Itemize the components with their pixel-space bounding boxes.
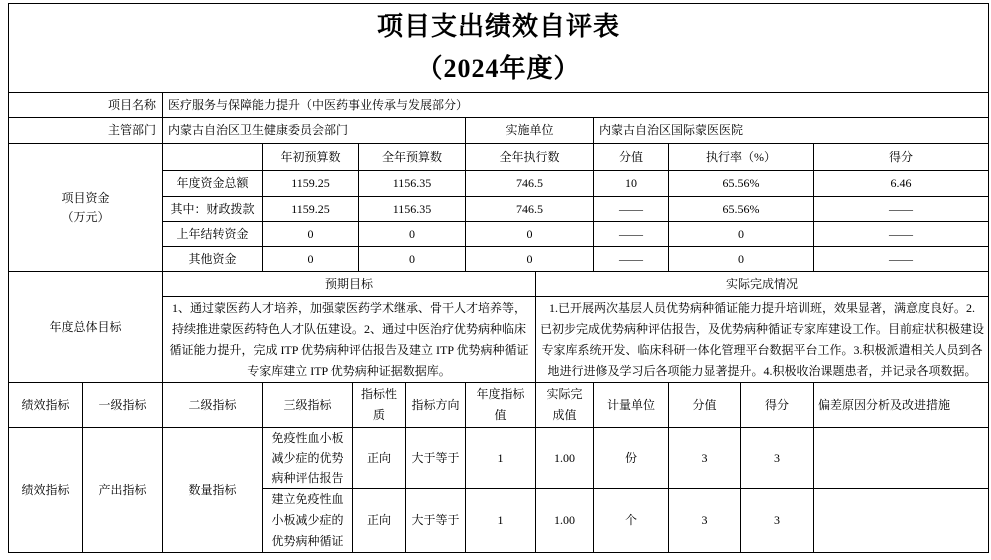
header-unit: 计量单位 [594, 383, 669, 428]
funds-row-label: 其中：财政拨款 [163, 197, 263, 222]
department-value: 内蒙古自治区卫生健康委员会部门 [163, 118, 466, 144]
execution-rate-cell: 65.56% [669, 197, 814, 222]
initial-budget-cell: 0 [263, 222, 359, 247]
header-actual-value: 实际完成值 [536, 383, 594, 428]
funds-header-corner [163, 144, 263, 171]
funds-label-unit: （万元） [61, 209, 110, 224]
annual-target: 1 [466, 489, 536, 553]
deviation-cell [814, 428, 989, 489]
indicator-direction: 大于等于 [406, 489, 466, 553]
annual-execution-cell: 746.5 [466, 197, 594, 222]
indicator-row [9, 428, 989, 489]
implementing-unit-value: 内蒙古自治区国际蒙医医院 [594, 118, 989, 144]
funds-label-text: 项目资金 [61, 190, 110, 205]
weight-cell: 10 [594, 171, 669, 197]
actual-value: 1.00 [536, 428, 594, 489]
actual-result-line: 地进行进修及学习后各项能力显著提升。4.积极收治课题患者，并记录各项数据。 [547, 363, 977, 378]
initial-budget-cell: 0 [263, 247, 359, 272]
department-row [9, 118, 989, 144]
level1-indicator: 产出指标 [83, 428, 163, 553]
goals-header-row [9, 272, 989, 297]
score: 3 [741, 428, 814, 489]
annual-budget-cell: 0 [359, 222, 466, 247]
project-name-value: 医疗服务与保障能力提升（中医药事业传承与发展部分） [163, 93, 989, 118]
performance-self-evaluation-table [8, 3, 989, 553]
execution-rate-header: 执行率（%） [669, 144, 814, 171]
indicator-nature: 正向 [353, 489, 406, 553]
execution-rate-cell: 65.56% [669, 171, 814, 197]
weight-cell: —— [594, 247, 669, 272]
score: 3 [741, 489, 814, 553]
report-title: 项目支出绩效自评表 [377, 12, 621, 41]
deviation-cell [814, 489, 989, 553]
score-header: 得分 [814, 144, 989, 171]
header-level3-indicator: 三级指标 [263, 383, 353, 428]
score-cell: —— [814, 222, 989, 247]
actual-results-text [536, 297, 989, 383]
annual-execution-cell: 0 [466, 247, 594, 272]
annual-budget-header: 全年预算数 [359, 144, 466, 171]
funds-header-row [9, 144, 989, 171]
header-deviation-analysis: 偏差原因分析及改进措施 [814, 383, 989, 428]
expected-goal-line: 持续推进蒙医药特色人才队伍建设。2、通过中医治疗优势病种临床 [171, 321, 526, 336]
title-row [9, 4, 989, 93]
expected-goal-line: 循证能力提升，完成 ITP 优势病种评估报告及建立 ITP 优势病种循证 [169, 342, 529, 357]
expected-goals-header: 预期目标 [163, 272, 536, 297]
report-year: （2024年度） [416, 54, 581, 83]
level3-indicator: 建立免疫性血小板减少症的优势病种循证 [263, 489, 353, 553]
annual-goals-label: 年度总体目标 [9, 272, 163, 383]
score-cell: —— [814, 247, 989, 272]
indicator-direction: 大于等于 [406, 428, 466, 489]
level3-indicator: 免疫性血小板减少症的优势病种评估报告 [263, 428, 353, 489]
weight-cell: —— [594, 222, 669, 247]
actual-results-header: 实际完成情况 [536, 272, 989, 297]
header-indicator-nature: 指标性质 [353, 383, 406, 428]
weight-header: 分值 [594, 144, 669, 171]
header-annual-target: 年度指标值 [466, 383, 536, 428]
actual-result-line: 已初步完成优势病种评估报告，及优势病种循证专家库建设工作。目前症状积极建设 [540, 321, 985, 336]
weight-cell: —— [594, 197, 669, 222]
indicators-header-row [9, 383, 989, 428]
actual-result-line: 1.已开展两次基层人员优势病种循证能力提升培训班，效果显著，满意度良好。2. [549, 300, 976, 315]
header-level2-indicator: 二级指标 [163, 383, 263, 428]
funds-label [9, 144, 163, 272]
weight: 3 [669, 489, 741, 553]
expected-goals-text [163, 297, 536, 383]
funds-row-label: 其他资金 [163, 247, 263, 272]
weight: 3 [669, 428, 741, 489]
initial-budget-header: 年初预算数 [263, 144, 359, 171]
indicator-nature: 正向 [353, 428, 406, 489]
annual-budget-cell: 1156.35 [359, 171, 466, 197]
header-level1-indicator: 一级指标 [83, 383, 163, 428]
level2-indicator: 数量指标 [163, 428, 263, 553]
expected-goal-line: 专家库建立 ITP 优势病种证据数据库。 [247, 363, 451, 378]
annual-budget-cell: 0 [359, 247, 466, 272]
header-score: 得分 [741, 383, 814, 428]
actual-result-line: 专家库系统开发、临床科研一体化管理平台数据平台工作。3.积极派遣相关人员到各 [541, 342, 983, 357]
annual-execution-cell: 0 [466, 222, 594, 247]
annual-budget-cell: 1156.35 [359, 197, 466, 222]
project-name-label: 项目名称 [9, 93, 163, 118]
header-performance-indicator: 绩效指标 [9, 383, 83, 428]
unit: 份 [594, 428, 669, 489]
title-block [9, 4, 989, 93]
expected-goal-line: 1、通过蒙医药人才培养，加强蒙医药学术继承、骨干人才培养等， [171, 300, 526, 315]
unit: 个 [594, 489, 669, 553]
performance-indicator-group: 绩效指标 [9, 428, 83, 553]
annual-target: 1 [466, 428, 536, 489]
implementing-unit-label: 实施单位 [466, 118, 594, 144]
funds-row-label: 年度资金总额 [163, 171, 263, 197]
execution-rate-cell: 0 [669, 222, 814, 247]
actual-value: 1.00 [536, 489, 594, 553]
department-label: 主管部门 [9, 118, 163, 144]
annual-execution-header: 全年执行数 [466, 144, 594, 171]
initial-budget-cell: 1159.25 [263, 197, 359, 222]
header-weight: 分值 [669, 383, 741, 428]
execution-rate-cell: 0 [669, 247, 814, 272]
project-name-row [9, 93, 989, 118]
annual-execution-cell: 746.5 [466, 171, 594, 197]
initial-budget-cell: 1159.25 [263, 171, 359, 197]
header-indicator-direction: 指标方向 [406, 383, 466, 428]
funds-row-label: 上年结转资金 [163, 222, 263, 247]
score-cell: —— [814, 197, 989, 222]
score-cell: 6.46 [814, 171, 989, 197]
